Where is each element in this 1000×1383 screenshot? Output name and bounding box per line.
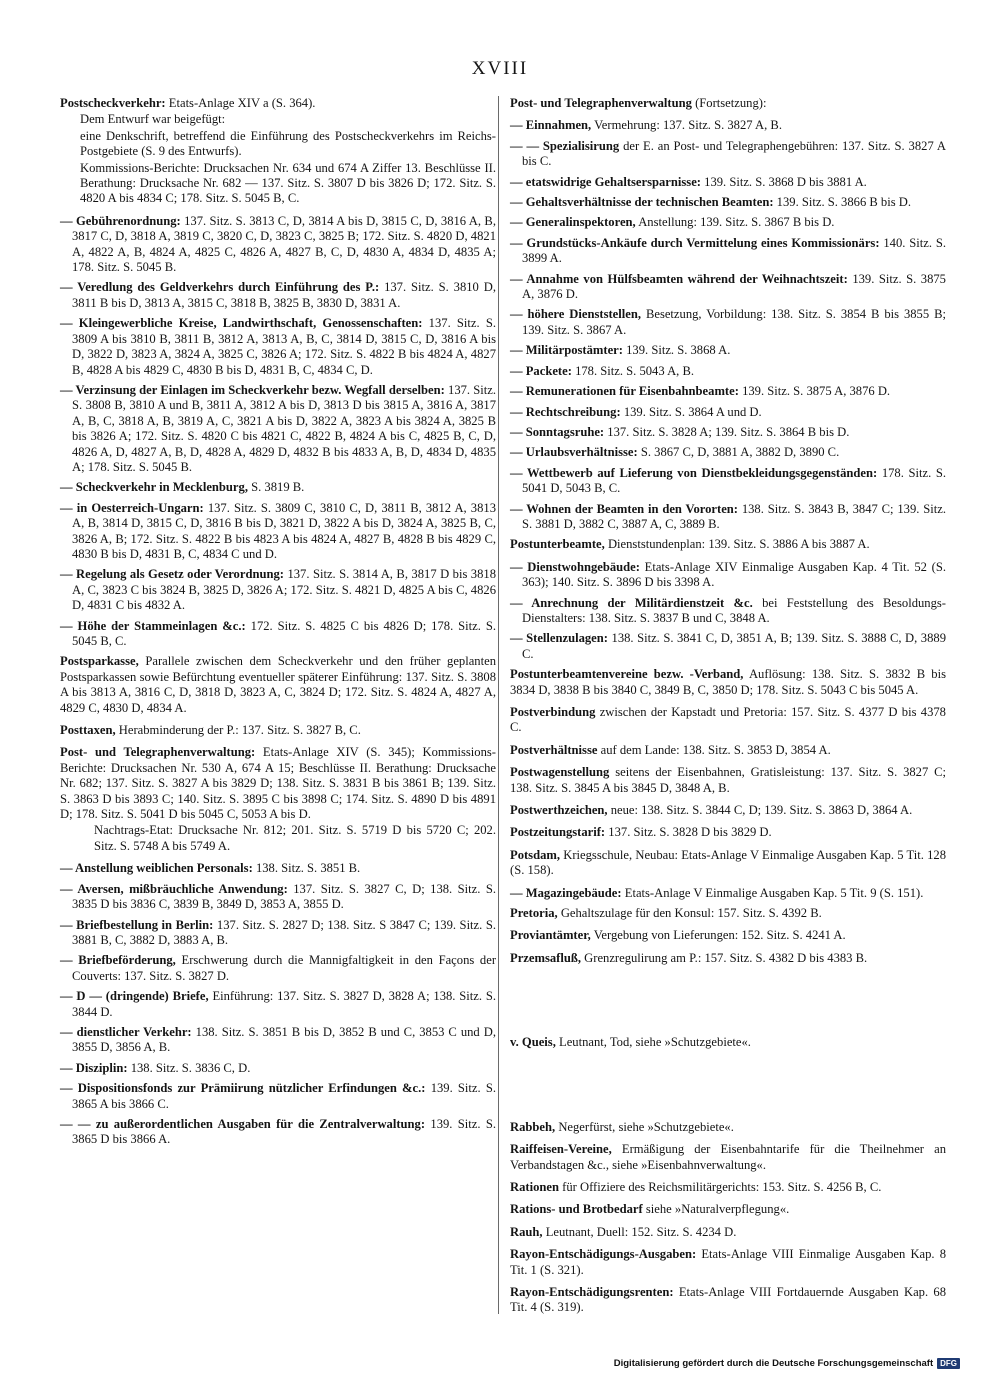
entry-keyword: — Stellenzulagen: <box>510 631 608 646</box>
entry-keyword: v. Queis, <box>510 1035 556 1050</box>
entry-references: Grenzregulirung am P.: 157. Sitz. S. 4382 D bis 4383 B. <box>584 950 868 965</box>
index-entry <box>510 848 946 879</box>
column-spacer <box>510 973 946 1035</box>
index-entry <box>60 316 496 378</box>
index-entry <box>510 1247 946 1278</box>
entry-references: siehe »Naturalverpflegung«. <box>645 1202 790 1217</box>
entry-keyword: Postunterbeamte, <box>510 537 605 552</box>
entry-references: 172. Sitz. S. 4825 C bis 4826 D; 178. Sitz. S. 5045 B, C. <box>72 618 496 648</box>
entry-keyword: — dienstlicher Verkehr: <box>60 1024 192 1039</box>
entry-keyword: Post- und Telegraphenverwaltung: <box>60 745 256 760</box>
entry-keyword: — Packete: <box>510 363 572 378</box>
index-entry <box>510 886 946 901</box>
index-entry <box>510 560 946 591</box>
index-entry <box>510 1202 946 1217</box>
index-entry <box>60 953 496 984</box>
index-entry <box>510 502 946 533</box>
index-entry <box>510 215 946 230</box>
entry-keyword: Postsparkasse, <box>60 654 139 669</box>
entry-references: Negerfürst, siehe »Schutzgebiete«. <box>558 1119 734 1134</box>
entry-references: 137. Sitz. S. 3827 C, D; 138. Sitz. S. 3835 D bis 3836 C, 3839 B, 3849 D, 3853 A, 3855 D. <box>72 881 496 912</box>
entry-references: 178. Sitz. S. 5043 A, B. <box>575 363 695 378</box>
entry-note: Dem Entwurf war beigefügt: <box>80 112 226 127</box>
entry-references: 139. Sitz. S. 3865 A bis 3866 C. <box>72 1081 496 1111</box>
index-entry <box>510 195 946 210</box>
entry-keyword: Postunterbeamtenvereine bezw. -Verband, <box>510 667 744 682</box>
entry-references: 137. Sitz. S. 3809 A bis 3810 B, 3811 B, 3812 A, 3813 A, B, C, 3814 D, 3815 C, D, 3816 A bis D, 3822 D, 3823 A, 3824 A, 3825 C, 3826 A; 172. Sitz. S. 4822 B bis 4824 A, 4827 B, 4828 A bis 4829 C, 4830 B bis D, 4831 B, C, 4834 C, D. <box>72 316 496 377</box>
index-entry <box>510 405 946 420</box>
entry-keyword: — Grundstücks-Ankäufe durch Vermittelung eines Kommissionärs: <box>510 235 880 250</box>
index-entry <box>60 882 496 913</box>
entry-references: 139. Sitz. S. 3865 D bis 3866 A. <box>72 1116 496 1147</box>
entry-references: 139. Sitz. S. 3875 A, 3876 D. <box>742 384 891 399</box>
entry-references: 137. Sitz. S. 3814 A, B, 3817 D bis 3818 A, C, 3823 C bis 3824 B, 3825 D, 3826 A; 172. Sitz. S. 4821 D, 4825 A bis C, 4826 D, 4831 C bis 4832 A. <box>72 567 496 613</box>
entry-references: Leutnant, Tod, siehe »Schutzgebiete«. <box>559 1035 751 1050</box>
entry-keyword: Rayon-Entschädigungsrenten: <box>510 1284 674 1299</box>
entry-keyword: — Aversen, mißbräuchliche Anwendung: <box>60 881 288 896</box>
entry-note: Kommissions-Berichte: Drucksachen Nr. 634 und 674 A Ziffer 13. Beschlüsse II. Berathung: Drucksache Nr. 682 — 137. Sitz. S. 3807 D bis 3826 D; 172. Sitz. S. 4820 A bis 4834 C; 178. Sitz. S. 5045 B, C. <box>80 160 496 206</box>
index-entry <box>510 236 946 267</box>
index-entry <box>60 383 496 475</box>
entry-references: (Fortsetzung): <box>695 96 767 110</box>
entry-references: auf dem Lande: 138. Sitz. S. 3853 D, 3854 A. <box>600 742 831 757</box>
index-entry <box>60 1025 496 1056</box>
entry-keyword: Pretoria, <box>510 906 558 921</box>
entry-references: 140. Sitz. S. 3899 A. <box>522 235 946 266</box>
index-entry <box>510 1120 946 1135</box>
entry-references: 137. Sitz. S. 3828 D bis 3829 D. <box>608 825 772 840</box>
entry-references: neue: 138. Sitz. S. 3844 C, D; 139. Sitz. S. 3863 D, 3864 A. <box>610 803 913 818</box>
entry-references: 137. Sitz. S. 3808 B, 3810 A und B, 3811 A, 3812 A bis D, 3813 D bis 3815 A, 3816 A, 3817 A, B, C, 3818 A, B, 3819 A, C, 3821 A bis D, 3822 A, 3823 A bis 3824 A, 3825 B bis 3826 A; 172. Sitz. S. 4820 C bis 4821 C, 4822 B, 4824 A bis C, 4825 B, C, D, 4826 A, D, 4827 A, B, D, 4828 A, 4829 D, 4832 B bis 4833 A, B, D, 4834 D, 4835 A; 178. Sitz. S. 5045 B. <box>72 382 497 474</box>
entry-references: Einführung: 137. Sitz. S. 3827 D, 3828 A; 138. Sitz. S. 3844 D. <box>72 989 496 1019</box>
entry-references: der E. an Post- und Telegraphengebühren: 137. Sitz. S. 3827 A bis C. <box>522 138 947 169</box>
index-entry <box>510 175 946 190</box>
entry-keyword: — Sonntagsruhe: <box>510 424 605 439</box>
index-entry <box>60 1117 496 1148</box>
entry-references: Etats-Anlage XIV Einmalige Ausgaben Kap. 4 Tit. 52 (S. 363); 140. Sitz. S. 3896 D bis 3398 A. <box>522 559 946 590</box>
index-entry <box>510 364 946 379</box>
index-entry <box>510 705 946 736</box>
index-entry <box>60 1081 496 1112</box>
entry-keyword: — Einnahmen, <box>510 118 592 133</box>
entry-references: 137. Sitz. S. 3828 A; 139. Sitz. S. 3864 B bis D. <box>607 424 850 439</box>
entry-keyword: Rabbeh, <box>510 1119 556 1134</box>
index-entry <box>60 989 496 1020</box>
entry-references: Etats-Anlage V Einmalige Ausgaben Kap. 5 Tit. 9 (S. 151). <box>624 885 924 900</box>
entry-references: 138. Sitz. S. 3841 C, D, 3851 A, B; 139. Sitz. S. 3888 C, D, 3889 C. <box>522 631 946 661</box>
column-divider <box>498 96 499 1314</box>
index-entry <box>510 343 946 358</box>
entry-references: Anstellung: 139. Sitz. S. 3867 B bis D. <box>638 215 835 230</box>
entry-references: Etats-Anlage XIV a (S. 364). <box>168 96 316 110</box>
entry-keyword: — Annahme von Hülfsbeamten während der Weihnachtszeit: <box>510 271 848 286</box>
index-entry <box>60 214 496 276</box>
entry-references: Besetzung, Vorbildung: 138. Sitz. S. 3854 B bis 3855 B; 139. Sitz. S. 3867 A. <box>522 307 946 337</box>
entry-references: Erschwerung durch die Mannigfaltigkeit in den Façons der Couverts: 137. Sitz. S. 3827 D. <box>72 953 497 983</box>
entry-references: 137. Sitz. S. 3810 D, 3811 B bis D, 3813 A, 3815 C, 3818 B, 3825 B, 3830 D, 3831 A. <box>72 280 496 310</box>
entry-keyword: — Gebührenordnung: <box>60 213 181 228</box>
footer-text: Digitalisierung gefördert durch die Deutsche Forschungsgemeinschaft <box>613 1358 934 1369</box>
entry-references: Etats-Anlage XIV (S. 345); Kommissions-Berichte: Drucksachen Nr. 530 A, 674 A 15; Beschlüsse II. Berathung: Drucksache Nr. 682; 137. Sitz. S. 3827 A bis 3829 D; 138. Sitz. S. 3831 B bis 3861 B; 139. Sitz. S. 3863 D bis 3893 C; 140. Sitz. S. 3895 C bis 3898 C; 174. Sitz. S. 4890 D bis 4891 D; 178. Sitz. S. 5041 D bis 5045 C, 5053 A bis D. <box>60 745 496 822</box>
index-entry <box>60 96 496 207</box>
entry-keyword: Postwerthzeichen, <box>510 803 608 818</box>
index-entry <box>510 307 946 338</box>
index-entry <box>60 745 496 854</box>
entry-keyword: Postverbindung <box>510 705 596 719</box>
entry-keyword: — Wettbewerb auf Lieferung von Dienstbekleidungsgegenständen: <box>510 465 878 480</box>
column-spacer <box>510 1058 946 1120</box>
entry-keyword: Postwagenstellung <box>510 765 610 780</box>
index-entry <box>510 825 946 840</box>
entry-note: eine Denkschrift, betreffend die Einführung des Postscheckverkehrs im Reichs-Postgebiete (S. 9 des Entwurfs). <box>80 128 496 159</box>
entry-references: 139. Sitz. S. 3864 A und D. <box>623 404 762 419</box>
index-entry <box>510 118 946 133</box>
entry-references: 138. Sitz. S. 3851 B. <box>255 861 361 876</box>
dfg-logo-icon: DFG <box>937 1358 960 1369</box>
entry-keyword: Postzeitungstarif: <box>510 825 606 840</box>
index-entry <box>510 1285 946 1316</box>
entry-references: 139. Sitz. S. 3866 B bis D. <box>776 195 912 210</box>
entry-keyword: — Regelung als Gesetz oder Verordnung: <box>60 567 284 582</box>
entry-references: 138. Sitz. S. 3843 B, 3847 C; 139. Sitz. S. 3881 D, 3882 C, 3887 A, C, 3889 B. <box>522 501 946 531</box>
entry-references: 138. Sitz. S. 3836 C, D. <box>130 1060 251 1075</box>
entry-keyword: Postscheckverkehr: <box>60 96 166 110</box>
entry-references: für Offiziere des Reichsmilitärgerichts: 153. Sitz. S. 4256 B, C. <box>562 1179 882 1194</box>
entry-references: Ermäßigung der Eisenbahntarife für die Theilnehmer an Verbandstagen &c., siehe »Eisenbahnverwaltung«. <box>510 1142 946 1172</box>
entry-keyword: Rations- und Brotbedarf <box>510 1202 643 1217</box>
index-entry <box>510 1180 946 1195</box>
index-entry <box>510 466 946 497</box>
index-entry <box>60 723 496 738</box>
entry-references: Leutnant, Duell: 152. Sitz. S. 4234 D. <box>545 1224 737 1239</box>
entry-keyword: — Remunerationen für Eisenbahnbeamte: <box>510 384 739 399</box>
entry-keyword: — Dispositionsfonds zur Prämiirung nützlicher Erfindungen &c.: <box>60 1081 426 1096</box>
entry-references: Etats-Anlage VIII Fortdauernde Ausgaben Kap. 68 Tit. 4 (S. 319). <box>510 1284 946 1315</box>
entry-keyword: — Höhe der Stammeinlagen &c.: <box>60 618 246 633</box>
index-entry <box>510 384 946 399</box>
entry-references: 137. Sitz. S. 3813 C, D, 3814 A bis D, 3815 C, D, 3816 A, B, 3817 C, D, 3818 A, 3819 C, 3820 C, D, 3823 C, 3825 B; 172. Sitz. S. 4820 D, 4821 A, 4822 A, B, 4824 A, 4825 C, 4826 A, 4827 B, C, D, 4830 A, 4834 D, 4835 A; 178. Sitz. S. 5045 B. <box>72 213 496 275</box>
entry-references: 137. Sitz. S. 3809 C, 3810 C, D, 3811 B, 3812 A, 3813 A, B, 3814 D, 3815 C, D, 3816 B bis D, 3821 D, 3822 A bis D, 3824 A, 3825 B, C, 3826 A, B; 172. Sitz. S. 4822 B bis 4823 A bis 4824 A, 4827 B, 4828 B bis 4829 C, 4830 B bis D, 4831 B, C, 4834 C und D. <box>72 500 496 561</box>
index-entry <box>510 631 946 662</box>
entry-keyword: — Magazingebäude: <box>510 885 622 900</box>
index-entry <box>60 918 496 949</box>
index-entry <box>60 480 496 495</box>
entry-keyword: — Dienstwohngebäude: <box>510 559 640 574</box>
entry-keyword: — Generalinspektoren, <box>510 215 636 230</box>
index-column-right <box>510 96 946 1323</box>
entry-references: 139. Sitz. S. 3875 A, 3876 D. <box>522 271 946 302</box>
index-entry <box>60 567 496 613</box>
index-entry <box>510 272 946 303</box>
index-entry <box>510 765 946 796</box>
entry-keyword: Rauh, <box>510 1224 543 1239</box>
entry-references: 137. Sitz. S. 2827 D; 138. Sitz. S 3847 C; 139. Sitz. S. 3881 B, C, 3882 D, 3883 A, B. <box>72 917 496 947</box>
index-entry <box>510 667 946 698</box>
index-entry <box>510 139 946 170</box>
entry-references: bei Feststellung des Besoldungs-Dienstalters: 138. Sitz. S. 3837 B und C, 3848 A. <box>522 595 946 625</box>
entry-keyword: — Anrechnung der Militärdienstzeit &c. <box>510 595 753 610</box>
entry-keyword: — — zu außerordentlichen Ausgaben für die Zentralverwaltung: <box>60 1116 426 1131</box>
entry-keyword: Postverhältnisse <box>510 742 598 757</box>
entry-keyword: — Veredlung des Geldverkehrs durch Einführung des P.: <box>60 280 380 295</box>
entry-keyword: — Urlaubsverhältnisse: <box>510 445 638 460</box>
index-entry <box>510 425 946 440</box>
entry-supplement: Nachtrags-Etat: Drucksache Nr. 812; 201. Sitz. S. 5719 D bis 5720 C; 202. Sitz. S. 5748 A bis 5749 A. <box>94 823 496 853</box>
index-entry <box>510 1035 946 1050</box>
entry-keyword: — Militärpostämter: <box>510 343 623 358</box>
entry-keyword: — in Oesterreich-Ungarn: <box>60 500 204 515</box>
index-column-left <box>60 96 496 1153</box>
entry-keyword: — Rechtschreibung: <box>510 404 621 419</box>
index-entry <box>510 951 946 966</box>
entry-references: Dienststundenplan: 139. Sitz. S. 3886 A bis 3887 A. <box>607 537 870 552</box>
index-entry <box>510 445 946 460</box>
index-entry <box>60 654 496 716</box>
entry-keyword: — etatswidrige Gehaltsersparnisse: <box>510 174 701 189</box>
entry-references: seitens der Eisenbahnen, Gratisleistung: 137. Sitz. S. 3827 C; 138. Sitz. S. 3845 A bis 3845 D, 3848 A, B. <box>510 765 946 795</box>
entry-keyword: — höhere Dienststellen, <box>510 307 642 322</box>
entry-references: Gehaltszulage für den Konsul: 157. Sitz. S. 4392 B. <box>560 906 822 921</box>
entry-references: 139. Sitz. S. 3868 D bis 3881 A. <box>704 174 867 189</box>
entry-references: Vergebung von Lieferungen: 152. Sitz. S. 4241 A. <box>593 928 846 943</box>
entry-references: zwischen der Kapstadt und Pretoria: 157. Sitz. S. 4377 D bis 4378 C. <box>510 705 946 735</box>
entry-keyword: — Gehaltsverhältnisse der technischen Beamten: <box>510 195 774 210</box>
index-entry <box>60 501 496 563</box>
index-entry <box>510 906 946 921</box>
entry-references: Auflösung: 138. Sitz. S. 3832 B bis 3834 D, 3838 B bis 3840 C, 3849 B, C, 3850 D; 178. Sitz. S. 5043 C bis 5045 A. <box>510 667 946 697</box>
index-entry <box>510 928 946 943</box>
entry-keyword: — Briefbestellung in Berlin: <box>60 917 214 932</box>
entry-references: Parallele zwischen dem Scheckverkehr und den früher geplanten Postsparkassen sowie Befürchtung eventueller späterer Einführung: 137. Sitz. S. 3808 A bis 3813 A, 3816 C, D, 3818 D, 3823 A, C, 3824 D; 172. Sitz. S. 4824 A, 4827 A, 4829 C, 4830 D, 4834 A. <box>60 654 496 715</box>
entry-keyword: Rayon-Entschädigungs-Ausgaben: <box>510 1247 697 1262</box>
index-entry <box>510 1225 946 1240</box>
entry-keyword: — Anstellung weiblichen Personals: <box>60 861 253 876</box>
entry-references: Herabminderung der P.: 137. Sitz. S. 3827 B, C. <box>118 723 361 738</box>
index-entry <box>510 1142 946 1173</box>
funding-footer <box>614 1358 960 1369</box>
entry-keyword: — Disziplin: <box>60 1060 128 1075</box>
entry-keyword: Proviantämter, <box>510 928 591 943</box>
index-entry <box>510 803 946 818</box>
index-entry <box>510 96 946 111</box>
entry-keyword: Potsdam, <box>510 847 561 862</box>
entry-keyword: — Kleingewerbliche Kreise, Landwirthschaft, Genossenschaften: <box>60 316 423 331</box>
entry-references: 139. Sitz. S. 3868 A. <box>626 343 731 358</box>
index-entry <box>60 280 496 311</box>
index-entry <box>60 861 496 876</box>
entry-keyword: Raiffeisen-Vereine, <box>510 1142 612 1157</box>
entry-keyword: Post- und Telegraphenverwaltung <box>510 96 692 110</box>
entry-keyword: — Scheckverkehr in Mecklenburg, <box>60 480 248 495</box>
entry-keyword: Rationen <box>510 1179 559 1194</box>
index-entry <box>60 1061 496 1076</box>
page-number: XVIII <box>471 58 529 79</box>
entry-keyword: Przemsafluß, <box>510 950 581 965</box>
index-entry <box>60 619 496 650</box>
entry-keyword: — Verzinsung der Einlagen im Scheckverkehr bezw. Wegfall derselben: <box>60 382 445 397</box>
entry-references: Kriegsschule, Neubau: Etats-Anlage V Einmalige Ausgaben Kap. 5 Tit. 128 (S. 158). <box>510 847 946 878</box>
entry-keyword: — D — (dringende) Briefe, <box>60 989 209 1004</box>
index-entry <box>510 743 946 758</box>
index-entry <box>510 596 946 627</box>
entry-references: Vermehrung: 137. Sitz. S. 3827 A, B. <box>594 118 782 133</box>
entry-references: Etats-Anlage VIII Einmalige Ausgaben Kap. 8 Tit. 1 (S. 321). <box>510 1247 946 1277</box>
entry-references: S. 3867 C, D, 3881 A, 3882 D, 3890 C. <box>640 445 840 460</box>
entry-keyword: — Wohnen der Beamten in den Vororten: <box>510 501 738 516</box>
entry-keyword: — Briefbeförderung, <box>60 953 176 968</box>
entry-references: S. 3819 B. <box>251 480 305 495</box>
entry-keyword: Posttaxen, <box>60 723 116 738</box>
entry-references: 138. Sitz. S. 3851 B bis D, 3852 B und C, 3853 C und D, 3855 D, 3856 A, B. <box>72 1024 496 1055</box>
index-entry <box>510 537 946 552</box>
entry-references: 178. Sitz. S. 5041 D, 5043 B, C. <box>522 465 947 496</box>
entry-keyword: — — Spezialisirung <box>510 138 620 153</box>
